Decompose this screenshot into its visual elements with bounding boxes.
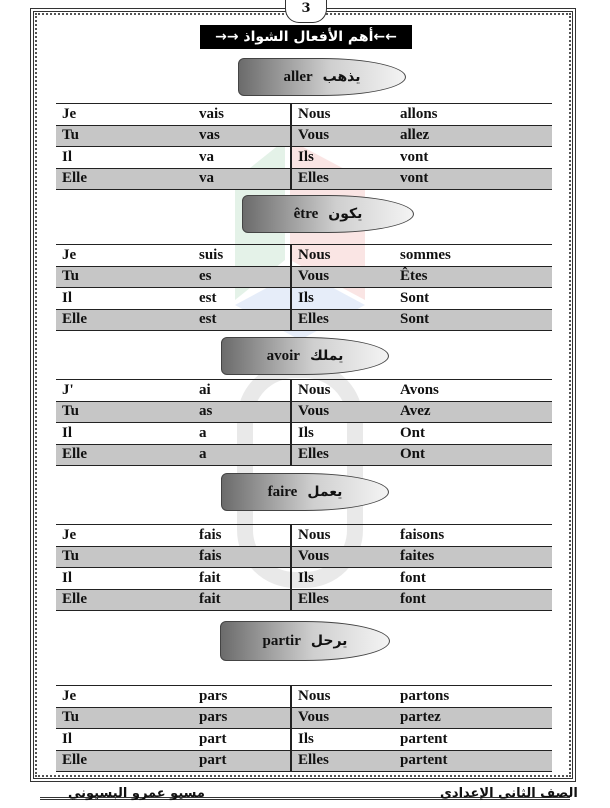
table-row bbox=[56, 104, 552, 126]
pronoun-cell: Vous bbox=[291, 125, 394, 147]
form-cell: font bbox=[394, 568, 552, 590]
form-cell: Sont bbox=[394, 309, 552, 331]
table-row bbox=[56, 546, 552, 568]
pronoun-cell: Elle bbox=[56, 589, 193, 611]
verb-arabic: يكون bbox=[328, 206, 363, 222]
table-row bbox=[56, 401, 552, 423]
form-cell: part bbox=[193, 750, 291, 772]
footer-author: مسيو عمرو البسيوني bbox=[68, 786, 205, 801]
pronoun-cell: Ils bbox=[291, 288, 394, 310]
pronoun-cell: Elle bbox=[56, 750, 193, 772]
verb-header-aller bbox=[238, 58, 406, 96]
form-cell: fait bbox=[193, 589, 291, 611]
pronoun-cell: Tu bbox=[56, 546, 193, 568]
form-cell: a bbox=[193, 444, 291, 466]
form-cell: est bbox=[193, 309, 291, 331]
form-cell: fais bbox=[193, 546, 291, 568]
verb-header-partir bbox=[220, 621, 390, 661]
form-cell: Ont bbox=[394, 444, 552, 466]
table-row bbox=[56, 750, 552, 772]
form-cell: vont bbox=[394, 168, 552, 190]
table-row bbox=[56, 729, 552, 751]
pronoun-cell: Je bbox=[56, 525, 193, 547]
table-row bbox=[56, 266, 552, 288]
table-row bbox=[56, 568, 552, 590]
table-row bbox=[56, 147, 552, 169]
table-row bbox=[56, 589, 552, 611]
form-cell: pars bbox=[193, 707, 291, 729]
conjugation-table-aller bbox=[56, 103, 552, 190]
verb-french: aller bbox=[283, 68, 313, 85]
pronoun-cell: Elles bbox=[291, 444, 394, 466]
page-title: ←←أهم الأفعال الشواذ →→ bbox=[200, 25, 412, 49]
form-cell: Ont bbox=[394, 423, 552, 445]
pronoun-cell: Nous bbox=[291, 380, 394, 402]
form-cell: vas bbox=[193, 125, 291, 147]
form-cell: a bbox=[193, 423, 291, 445]
form-cell: partons bbox=[394, 686, 552, 708]
page-number: 3 bbox=[285, 0, 327, 23]
verb-french: faire bbox=[267, 483, 298, 500]
form-cell: va bbox=[193, 147, 291, 169]
pronoun-cell: Elle bbox=[56, 444, 193, 466]
verb-french: être bbox=[293, 205, 319, 222]
pronoun-cell: Il bbox=[56, 729, 193, 751]
table-row bbox=[56, 380, 552, 402]
verb-arabic: يذهب bbox=[322, 69, 361, 85]
form-cell: Avez bbox=[394, 401, 552, 423]
form-cell: allez bbox=[394, 125, 552, 147]
form-cell: fait bbox=[193, 568, 291, 590]
table-row bbox=[56, 125, 552, 147]
pronoun-cell: Elle bbox=[56, 168, 193, 190]
pronoun-cell: Tu bbox=[56, 707, 193, 729]
form-cell: pars bbox=[193, 686, 291, 708]
form-cell: ai bbox=[193, 380, 291, 402]
verb-header-avoir bbox=[221, 337, 389, 375]
pronoun-cell: Il bbox=[56, 568, 193, 590]
pronoun-cell: Ils bbox=[291, 729, 394, 751]
pronoun-cell: Nous bbox=[291, 525, 394, 547]
pronoun-cell: Vous bbox=[291, 546, 394, 568]
pronoun-cell: Je bbox=[56, 104, 193, 126]
pronoun-cell: Ils bbox=[291, 147, 394, 169]
form-cell: est bbox=[193, 288, 291, 310]
form-cell: vont bbox=[394, 147, 552, 169]
conjugation-table-faire bbox=[56, 524, 552, 611]
form-cell: sommes bbox=[394, 245, 552, 267]
pronoun-cell: Elles bbox=[291, 750, 394, 772]
form-cell: suis bbox=[193, 245, 291, 267]
pronoun-cell: Elles bbox=[291, 309, 394, 331]
verb-french: avoir bbox=[266, 347, 300, 364]
pronoun-cell: Nous bbox=[291, 245, 394, 267]
table-row bbox=[56, 423, 552, 445]
pronoun-cell: Il bbox=[56, 423, 193, 445]
table-row bbox=[56, 168, 552, 190]
pronoun-cell: Vous bbox=[291, 707, 394, 729]
pronoun-cell: Je bbox=[56, 245, 193, 267]
table-row bbox=[56, 288, 552, 310]
form-cell: partent bbox=[394, 750, 552, 772]
form-cell: es bbox=[193, 266, 291, 288]
form-cell: partez bbox=[394, 707, 552, 729]
verb-french: partir bbox=[262, 632, 301, 649]
form-cell: va bbox=[193, 168, 291, 190]
table-row bbox=[56, 309, 552, 331]
pronoun-cell: Vous bbox=[291, 266, 394, 288]
form-cell: fais bbox=[193, 525, 291, 547]
form-cell: faisons bbox=[394, 525, 552, 547]
pronoun-cell: Tu bbox=[56, 266, 193, 288]
form-cell: font bbox=[394, 589, 552, 611]
verb-arabic: يملك bbox=[309, 348, 344, 364]
form-cell: Avons bbox=[394, 380, 552, 402]
pronoun-cell: Nous bbox=[291, 686, 394, 708]
pronoun-cell: Nous bbox=[291, 104, 394, 126]
form-cell: partent bbox=[394, 729, 552, 751]
conjugation-table-partir bbox=[56, 685, 552, 772]
pronoun-cell: Il bbox=[56, 147, 193, 169]
pronoun-cell: Elle bbox=[56, 309, 193, 331]
form-cell: Sont bbox=[394, 288, 552, 310]
verb-header-faire bbox=[221, 473, 389, 511]
pronoun-cell: Ils bbox=[291, 568, 394, 590]
form-cell: faites bbox=[394, 546, 552, 568]
conjugation-table-avoir bbox=[56, 379, 552, 466]
pronoun-cell: Il bbox=[56, 288, 193, 310]
pronoun-cell: Ils bbox=[291, 423, 394, 445]
form-cell: part bbox=[193, 729, 291, 751]
table-row bbox=[56, 444, 552, 466]
conjugation-table-etre bbox=[56, 244, 552, 331]
form-cell: Êtes bbox=[394, 266, 552, 288]
table-row bbox=[56, 686, 552, 708]
form-cell: vais bbox=[193, 104, 291, 126]
verb-arabic: يرحل bbox=[310, 633, 348, 649]
table-row bbox=[56, 707, 552, 729]
verb-arabic: يعمل bbox=[307, 484, 343, 500]
form-cell: as bbox=[193, 401, 291, 423]
table-row bbox=[56, 525, 552, 547]
table-row bbox=[56, 245, 552, 267]
verb-header-etre bbox=[242, 195, 414, 233]
pronoun-cell: Vous bbox=[291, 401, 394, 423]
pronoun-cell: Elles bbox=[291, 589, 394, 611]
pronoun-cell: Elles bbox=[291, 168, 394, 190]
form-cell: allons bbox=[394, 104, 552, 126]
footer-grade: الصف الثانى الإعدادى bbox=[440, 786, 578, 801]
pronoun-cell: J' bbox=[56, 380, 193, 402]
pronoun-cell: Je bbox=[56, 686, 193, 708]
pronoun-cell: Tu bbox=[56, 125, 193, 147]
pronoun-cell: Tu bbox=[56, 401, 193, 423]
